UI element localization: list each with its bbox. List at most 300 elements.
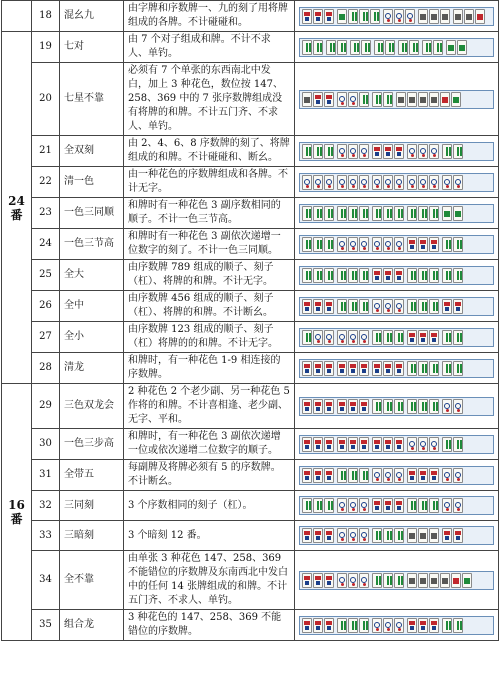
mahjong-tile-icon: [429, 361, 439, 376]
mahjong-tile-icon: [394, 361, 404, 376]
hand-description: 和牌时有一种花色 3 副依次递增一位数字的刻了。不计一色三同顺。: [124, 229, 295, 260]
mahjong-tile-icon: [442, 437, 452, 452]
mahjong-tile-icon: [348, 528, 358, 543]
table-row: [2, 384, 499, 429]
hand-name: 全不靠: [60, 551, 124, 610]
mahjong-tile-icon: [337, 618, 347, 633]
tile-example-cell: [295, 198, 499, 229]
mahjong-tile-icon: [383, 175, 393, 190]
mahjong-tile-icon: [383, 468, 393, 483]
mahjong-tile-icon: [313, 498, 323, 513]
table-row: [2, 260, 499, 291]
row-number: 21: [32, 136, 60, 167]
table-row: [2, 32, 499, 63]
hand-description: 由序数牌 123 组成的顺子、刻子（杠）将牌的的和牌。不计无字。: [124, 322, 295, 353]
hand-description: 由序数牌 456 组成的顺子、刻子（杠）、将牌的和牌。不计断幺。: [124, 291, 295, 322]
mahjong-tile-icon: [359, 399, 369, 414]
mahjong-tile-icon: [453, 498, 463, 513]
mahjong-tile-icon: [372, 361, 382, 376]
mahjong-tile-icon: [337, 399, 347, 414]
mahjong-tile-icon: [383, 237, 393, 252]
mahjong-tile-icon: [407, 330, 417, 345]
mahjong-tile-icon: [313, 92, 323, 107]
mahjong-tile-icon: [313, 9, 323, 24]
mahjong-tile-icon: [370, 9, 380, 24]
mahjong-tile-icon: [324, 237, 334, 252]
mahjong-tile-icon: [462, 573, 472, 588]
row-number: 20: [32, 63, 60, 136]
hand-name: 三暗刻: [60, 521, 124, 551]
mahjong-tile-icon: [383, 9, 393, 24]
mahjong-tile-icon: [372, 175, 382, 190]
mahjong-tile-icon: [394, 498, 404, 513]
mahjong-tile-icon: [453, 206, 463, 221]
mahjong-tile-icon: [442, 299, 452, 314]
mahjong-tile-icon: [394, 399, 404, 414]
mahjong-tile-icon: [302, 92, 312, 107]
mahjong-tile-icon: [442, 528, 452, 543]
mahjong-tile-icon: [313, 361, 323, 376]
mahjong-tile-icon: [372, 399, 382, 414]
mahjong-tile-icon: [394, 237, 404, 252]
mahjong-tile-icon: [383, 399, 393, 414]
mahjong-tile-icon: [302, 206, 312, 221]
tile-example-cell: [295, 167, 499, 198]
mahjong-tile-icon: [313, 330, 323, 345]
mahjong-tile-icon: [337, 299, 347, 314]
mahjong-tile-icon: [407, 618, 417, 633]
mahjong-tile-icon: [337, 237, 347, 252]
mahjong-tile-icon: [302, 618, 312, 633]
mahjong-tile-icon: [337, 92, 347, 107]
mahjong-tile-icon: [383, 528, 393, 543]
mahjong-tile-icon: [407, 437, 417, 452]
mahjong-tile-icon: [359, 92, 369, 107]
mahjong-tile-icon: [324, 206, 334, 221]
mahjong-tile-icon: [418, 528, 428, 543]
mahjong-tile-icon: [453, 618, 463, 633]
mahjong-tile-icon: [418, 361, 428, 376]
mahjong-tile-icon: [405, 9, 415, 24]
mahjong-tile-icon: [337, 330, 347, 345]
mahjong-tile-icon: [442, 268, 452, 283]
mahjong-tile-icon: [457, 40, 467, 55]
tile-strip-image: [299, 235, 494, 254]
mahjong-tile-icon: [337, 144, 347, 159]
hand-name: 全带五: [60, 460, 124, 491]
mahjong-tile-icon: [383, 437, 393, 452]
hand-name: 全小: [60, 322, 124, 353]
mahjong-tile-icon: [324, 175, 334, 190]
mahjong-tile-icon: [361, 40, 371, 55]
mahjong-tile-icon: [348, 9, 358, 24]
mahjong-tile-icon: [348, 437, 358, 452]
mahjong-tile-icon: [394, 299, 404, 314]
mahjong-tile-icon: [383, 361, 393, 376]
hand-name: 一色三节高: [60, 229, 124, 260]
mahjong-tile-icon: [359, 468, 369, 483]
mahjong-tile-icon: [359, 498, 369, 513]
mahjong-tile-icon: [337, 175, 347, 190]
mahjong-tile-icon: [324, 618, 334, 633]
mahjong-tile-icon: [302, 573, 312, 588]
mahjong-tile-icon: [324, 330, 334, 345]
hand-name: 清龙: [60, 353, 124, 384]
tile-strip-image: [299, 38, 494, 57]
tile-strip-image: [299, 297, 494, 316]
mahjong-tile-icon: [324, 9, 334, 24]
mahjong-tile-icon: [407, 237, 417, 252]
mahjong-tile-icon: [337, 361, 347, 376]
hand-description: 由序数牌 789 组成的顺子、刻子（杠）、将牌的和牌。不计无字。: [124, 260, 295, 291]
mahjong-tile-icon: [302, 268, 312, 283]
mahjong-tile-icon: [313, 437, 323, 452]
mahjong-tile-icon: [453, 237, 463, 252]
mahjong-tile-icon: [442, 618, 452, 633]
mahjong-tile-icon: [407, 175, 417, 190]
mahjong-tile-icon: [418, 175, 428, 190]
mahjong-tile-icon: [442, 399, 452, 414]
mahjong-tile-icon: [359, 206, 369, 221]
tile-example-cell: [295, 229, 499, 260]
mahjong-tile-icon: [372, 618, 382, 633]
mahjong-tile-icon: [302, 40, 312, 55]
mahjong-tile-icon: [407, 468, 417, 483]
mahjong-tile-icon: [429, 144, 439, 159]
mahjong-tile-icon: [453, 528, 463, 543]
mahjong-tile-icon: [372, 528, 382, 543]
hand-description: 3 个序数相同的刻子（杠）。: [124, 491, 295, 521]
mahjong-tile-icon: [302, 237, 312, 252]
mahjong-tile-icon: [442, 468, 452, 483]
mahjong-tile-icon: [324, 498, 334, 513]
mahjong-tile-icon: [372, 437, 382, 452]
mahjong-tile-icon: [398, 40, 408, 55]
mahjong-tile-icon: [429, 268, 439, 283]
mahjong-tile-icon: [324, 468, 334, 483]
mahjong-tile-icon: [385, 40, 395, 55]
hand-name: 三色双龙会: [60, 384, 124, 429]
mahjong-tile-icon: [394, 144, 404, 159]
mahjong-tile-icon: [302, 498, 312, 513]
mahjong-tile-icon: [383, 573, 393, 588]
mahjong-tile-icon: [429, 468, 439, 483]
table-row: [2, 521, 499, 551]
mahjong-tile-icon: [429, 299, 439, 314]
tile-example-cell: [295, 291, 499, 322]
mahjong-tile-icon: [440, 9, 450, 24]
fan-group-label: 16番: [2, 384, 32, 641]
hand-name: 三同刻: [60, 491, 124, 521]
mahjong-tile-icon: [324, 573, 334, 588]
mahjong-tile-icon: [313, 175, 323, 190]
mahjong-tile-icon: [302, 175, 312, 190]
mahjong-tile-icon: [348, 399, 358, 414]
row-number: 32: [32, 491, 60, 521]
mahjong-tile-icon: [453, 268, 463, 283]
mahjong-tile-icon: [418, 237, 428, 252]
mahjong-tile-icon: [396, 92, 406, 107]
mahjong-tile-icon: [383, 299, 393, 314]
mahjong-tile-icon: [324, 528, 334, 543]
mahjong-tile-icon: [394, 437, 404, 452]
mahjong-tile-icon: [302, 299, 312, 314]
mahjong-tile-icon: [407, 528, 417, 543]
mahjong-tile-icon: [326, 40, 336, 55]
mahjong-tile-icon: [418, 437, 428, 452]
tile-example-cell: [295, 491, 499, 521]
mahjong-tile-icon: [422, 40, 432, 55]
tile-strip-image: [299, 359, 494, 378]
tile-strip-image: [299, 328, 494, 347]
tile-example-cell: [295, 1, 499, 32]
hand-name: 组合龙: [60, 610, 124, 641]
mahjong-tile-icon: [324, 437, 334, 452]
mahjong-tile-icon: [359, 268, 369, 283]
fan-table: [1, 0, 499, 641]
hand-name: 全中: [60, 291, 124, 322]
tile-example-cell: [295, 260, 499, 291]
row-number: 25: [32, 260, 60, 291]
tile-example-cell: [295, 63, 499, 136]
mahjong-tile-icon: [372, 237, 382, 252]
hand-description: 3 种花色的 147、258、369 不能错位的序数牌。: [124, 610, 295, 641]
tile-strip-image: [299, 496, 494, 515]
mahjong-tile-icon: [453, 437, 463, 452]
mahjong-tile-icon: [348, 573, 358, 588]
mahjong-tile-icon: [442, 175, 452, 190]
mahjong-tile-icon: [313, 237, 323, 252]
row-number: 31: [32, 460, 60, 491]
row-number: 26: [32, 291, 60, 322]
hand-description: 由 2、4、6、8 序数牌的刻了、将牌组成的和牌。不计碰碰和、断幺。: [124, 136, 295, 167]
mahjong-tile-icon: [464, 9, 474, 24]
tile-example-cell: [295, 610, 499, 641]
mahjong-tile-icon: [337, 9, 347, 24]
hand-description: 2 种花色 2 个老少副、另一种花色 5 作将的和牌。不计喜相逢、老少副、无字、平和。: [124, 384, 295, 429]
mahjong-tile-icon: [313, 399, 323, 414]
hand-name: 一色三步高: [60, 429, 124, 460]
mahjong-tile-icon: [302, 399, 312, 414]
mahjong-tile-icon: [429, 399, 439, 414]
mahjong-tile-icon: [453, 144, 463, 159]
row-number: 28: [32, 353, 60, 384]
mahjong-tile-icon: [383, 92, 393, 107]
mahjong-tile-icon: [453, 9, 463, 24]
mahjong-tile-icon: [302, 437, 312, 452]
mahjong-tile-icon: [442, 361, 452, 376]
mahjong-tile-icon: [359, 175, 369, 190]
mahjong-tile-icon: [348, 144, 358, 159]
tile-example-cell: [295, 32, 499, 63]
mahjong-tile-icon: [313, 618, 323, 633]
mahjong-tile-icon: [348, 330, 358, 345]
row-number: 34: [32, 551, 60, 610]
mahjong-tile-icon: [313, 268, 323, 283]
table-row: [2, 167, 499, 198]
mahjong-tile-icon: [418, 9, 428, 24]
mahjong-tile-icon: [429, 206, 439, 221]
row-number: 30: [32, 429, 60, 460]
mahjong-tile-icon: [359, 437, 369, 452]
tile-example-cell: [295, 322, 499, 353]
tile-strip-image: [299, 571, 494, 590]
mahjong-tile-icon: [348, 237, 358, 252]
mahjong-tile-icon: [313, 468, 323, 483]
hand-name: 清一色: [60, 167, 124, 198]
tile-example-cell: [295, 460, 499, 491]
tile-strip-image: [299, 173, 494, 192]
mahjong-tile-icon: [302, 528, 312, 543]
mahjong-tile-icon: [359, 528, 369, 543]
mahjong-tile-icon: [350, 40, 360, 55]
mahjong-tile-icon: [429, 573, 439, 588]
mahjong-tile-icon: [429, 498, 439, 513]
mahjong-tile-icon: [429, 330, 439, 345]
mahjong-tile-icon: [337, 468, 347, 483]
mahjong-tile-icon: [407, 573, 417, 588]
mahjong-tile-icon: [418, 399, 428, 414]
mahjong-tile-icon: [337, 437, 347, 452]
table-row: [2, 353, 499, 384]
mahjong-tile-icon: [407, 92, 417, 107]
tile-strip-image: [299, 466, 494, 485]
table-row: [2, 610, 499, 641]
mahjong-tile-icon: [383, 330, 393, 345]
row-number: 18: [32, 1, 60, 32]
hand-name: 全大: [60, 260, 124, 291]
mahjong-tile-icon: [359, 618, 369, 633]
mahjong-tile-icon: [440, 92, 450, 107]
hand-description: 3 个暗刻 12 番。: [124, 521, 295, 551]
mahjong-tile-icon: [324, 268, 334, 283]
table-row: [2, 551, 499, 610]
hand-description: 每副牌及将牌必须有 5 的序数牌。不计断幺。: [124, 460, 295, 491]
row-number: 33: [32, 521, 60, 551]
mahjong-tile-icon: [383, 268, 393, 283]
table-row: [2, 198, 499, 229]
mahjong-tile-icon: [433, 40, 443, 55]
mahjong-tile-icon: [394, 330, 404, 345]
mahjong-tile-icon: [442, 330, 452, 345]
mahjong-tile-icon: [372, 92, 382, 107]
mahjong-tile-icon: [418, 206, 428, 221]
mahjong-tile-icon: [324, 361, 334, 376]
mahjong-tile-icon: [337, 40, 347, 55]
mahjong-tile-icon: [453, 175, 463, 190]
mahjong-tile-icon: [451, 92, 461, 107]
mahjong-tile-icon: [359, 573, 369, 588]
mahjong-tile-icon: [313, 299, 323, 314]
mahjong-tile-icon: [359, 144, 369, 159]
mahjong-tile-icon: [407, 268, 417, 283]
tile-example-cell: [295, 429, 499, 460]
mahjong-tile-icon: [451, 573, 461, 588]
mahjong-tile-icon: [313, 40, 323, 55]
mahjong-tile-icon: [383, 618, 393, 633]
mahjong-tile-icon: [453, 399, 463, 414]
mahjong-tile-icon: [372, 330, 382, 345]
mahjong-tile-icon: [429, 9, 439, 24]
mahjong-tile-icon: [394, 268, 404, 283]
mahjong-tile-icon: [348, 206, 358, 221]
mahjong-tile-icon: [359, 330, 369, 345]
mahjong-tile-icon: [394, 528, 404, 543]
mahjong-tile-icon: [313, 206, 323, 221]
mahjong-tile-icon: [374, 40, 384, 55]
table-row: [2, 322, 499, 353]
mahjong-tile-icon: [407, 498, 417, 513]
hand-name: 一色三同顺: [60, 198, 124, 229]
mahjong-tile-icon: [324, 299, 334, 314]
hand-name: 混幺九: [60, 1, 124, 32]
tile-strip-image: [299, 204, 494, 223]
mahjong-tile-icon: [394, 206, 404, 221]
tile-strip-image: [299, 266, 494, 285]
mahjong-tile-icon: [418, 618, 428, 633]
mahjong-tile-icon: [337, 528, 347, 543]
table-row: [2, 136, 499, 167]
mahjong-tile-icon: [313, 144, 323, 159]
tile-example-cell: [295, 136, 499, 167]
tile-strip-image: [299, 616, 494, 635]
mahjong-tile-icon: [418, 468, 428, 483]
mahjong-tile-icon: [394, 468, 404, 483]
table-row: [2, 429, 499, 460]
mahjong-tile-icon: [394, 9, 404, 24]
mahjong-tile-icon: [429, 175, 439, 190]
mahjong-tile-icon: [372, 498, 382, 513]
mahjong-tile-icon: [348, 618, 358, 633]
hand-description: 由一种花色的序数牌组成和各牌。不计无字。: [124, 167, 295, 198]
row-number: 29: [32, 384, 60, 429]
mahjong-tile-icon: [348, 299, 358, 314]
mahjong-tile-icon: [418, 498, 428, 513]
mahjong-tile-icon: [359, 361, 369, 376]
mahjong-tile-icon: [372, 573, 382, 588]
tile-strip-image: [299, 7, 494, 26]
tile-strip-image: [299, 90, 494, 109]
mahjong-tile-icon: [302, 468, 312, 483]
row-number: 24: [32, 229, 60, 260]
row-number: 22: [32, 167, 60, 198]
table-row: [2, 229, 499, 260]
table-row: [2, 1, 499, 32]
tile-example-cell: [295, 521, 499, 551]
hand-description: 和牌时，有一种花色 3 副依次递增一位或依次递增二位数字的顺子。: [124, 429, 295, 460]
mahjong-tile-icon: [440, 573, 450, 588]
hand-description: 和牌时有一种花色 3 副序数相同的顺子。不计一色三节高。: [124, 198, 295, 229]
mahjong-tile-icon: [453, 299, 463, 314]
mahjong-tile-icon: [348, 175, 358, 190]
mahjong-tile-icon: [302, 144, 312, 159]
tile-strip-image: [299, 142, 494, 161]
mahjong-tile-icon: [302, 361, 312, 376]
mahjong-tile-icon: [418, 573, 428, 588]
fan-group-label-empty: [2, 1, 32, 32]
mahjong-tile-icon: [407, 299, 417, 314]
mahjong-tile-icon: [359, 237, 369, 252]
mahjong-tile-icon: [418, 299, 428, 314]
fan-table-body: [2, 1, 499, 641]
mahjong-tile-icon: [418, 268, 428, 283]
hand-description: 由字牌和序数牌一、九的刻了用将牌组成的各牌。不计碰碰和。: [124, 1, 295, 32]
mahjong-tile-icon: [407, 144, 417, 159]
mahjong-tile-icon: [442, 144, 452, 159]
mahjong-tile-icon: [442, 237, 452, 252]
mahjong-tile-icon: [324, 92, 334, 107]
mahjong-tile-icon: [337, 268, 347, 283]
